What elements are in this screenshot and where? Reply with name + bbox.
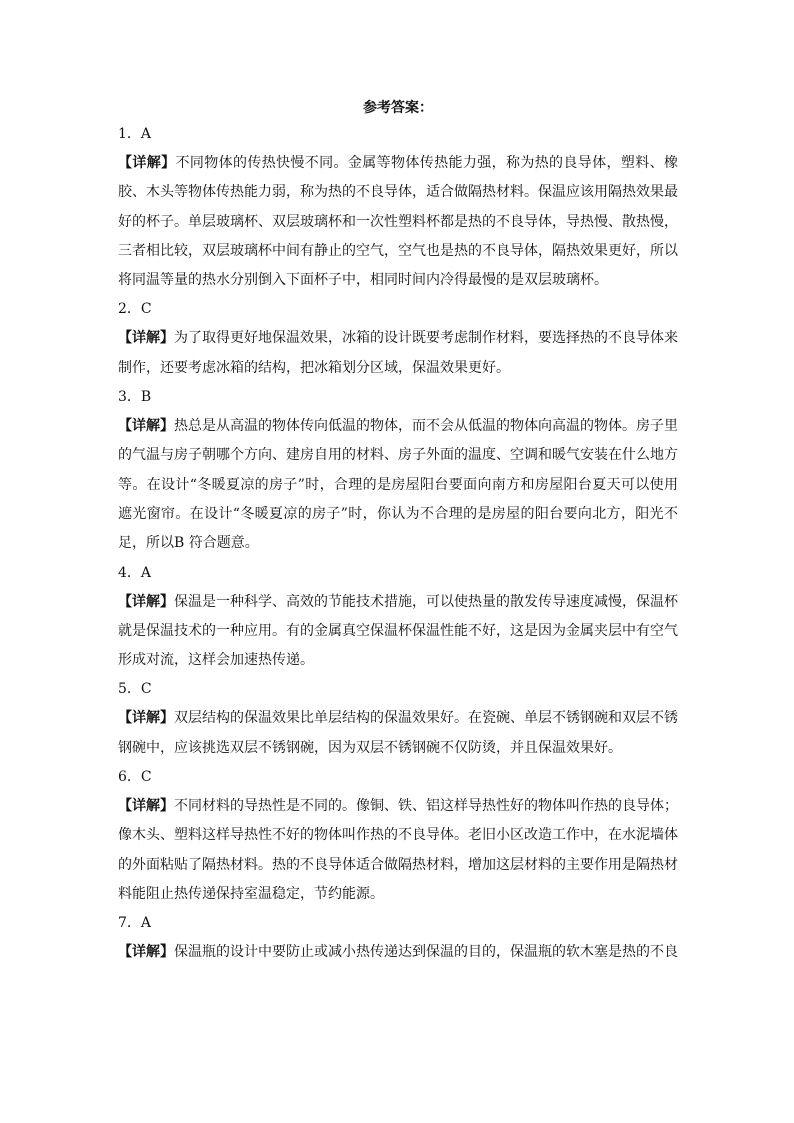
question-number-4: 4．A [118,564,152,581]
explanation-text: 热总是从高温的物体传向低温的物体，而不会从低温的物体向高温的物体。房子里的气温与房子朝哪个方向、建房自用的材料、房子外面的温度、空调和暖气安装在什么地方等。在设计“冬暖夏凉的房子”时，合理的是房屋阳台要面向南方和房屋阳台夏天可以使用遮光窗帘。在设计“冬暖夏凉的房子”时，你认为不合理的是房屋的阳台要向北方，阳光不足，所以B 符合题意。 [118,418,678,552]
explanation-1 [118,149,678,295]
question-number-7: 7．A [118,915,152,932]
question-number-6: 6．C [118,769,152,786]
question-number-5: 5．C [118,681,152,698]
explanation-tag: 【详解】 [118,798,174,815]
explanation-text: 保温是一种科学、高效的节能技术措施，可以使热量的散发传导速度减慢，保温杯就是保温技术的一种应用。有的金属真空保温杯保温性能不好，这是因为金属夹层中有空气形成对流，这样会加速热传递。 [118,593,678,669]
page-title: 参考答案： [363,100,433,116]
explanation-2 [118,324,678,383]
explanation-tag: 【详解】 [118,944,174,961]
explanation-5 [118,704,678,763]
question-number-1: 1．A [118,126,152,142]
explanation-7 [118,938,678,967]
explanation-tag: 【详解】 [118,710,174,727]
explanation-tag: 【详解】 [118,155,176,171]
explanation-tag: 【详解】 [118,418,174,435]
explanation-tag: 【详解】 [118,330,174,347]
explanation-text: 双层结构的保温效果比单层结构的保温效果好。在瓷碗、单层不锈钢碗和双层不锈钢碗中，应该挑选双层不锈钢碗，因为双层不锈钢碗不仅防烫，并且保温效果好。 [118,710,678,756]
explanation-text: 不同物体的传热快慢不同。金属等物体传热能力强，称为热的良导体，塑料、橡胶、木头等物体传热能力弱，称为热的不良导体，适合做隔热材料。保温应该用隔热效果最好的杯子。单层玻璃杯、双层玻璃杯和一次性塑料杯都是热的不良导体，导热慢、散热慢，三者相比较，双层玻璃杯中间有静止的空气，空气也是热的不良导体，隔热效果更好，所以将同温等量的热水分别倒入下面杯子中，相同时间内冷得最慢的是双层玻璃杯。 [118,155,679,289]
explanation-text: 不同材料的导热性是不同的。像铜、铁、铝这样导热性好的物体叫作热的良导体；像木头、塑料这样导热性不好的物体叫作热的不良导体。老旧小区改造工作中，在水泥墙体的外面粘贴了隔热材料。热的不良导体适合做隔热材料，增加这层材料的主要作用是隔热材料能阻止热传递保持室温稳定，节约能源。 [118,798,678,902]
explanation-3 [118,412,678,558]
answer-sheet [118,96,678,968]
explanation-4 [118,588,678,676]
explanation-tag: 【详解】 [118,593,174,610]
question-number-2: 2．C [118,301,152,318]
explanation-6 [118,792,678,909]
explanation-text: 为了取得更好地保温效果，冰箱的设计既要考虑制作材料，要选择热的不良导体来制作，还要考虑冰箱的结构，把冰箱划分区域，保温效果更好。 [118,330,678,376]
explanation-text: 保温瓶的设计中要防止或减小热传递达到保温的目的，保温瓶的软木塞是热的不良 [174,944,678,961]
question-number-3: 3．B [118,389,152,406]
